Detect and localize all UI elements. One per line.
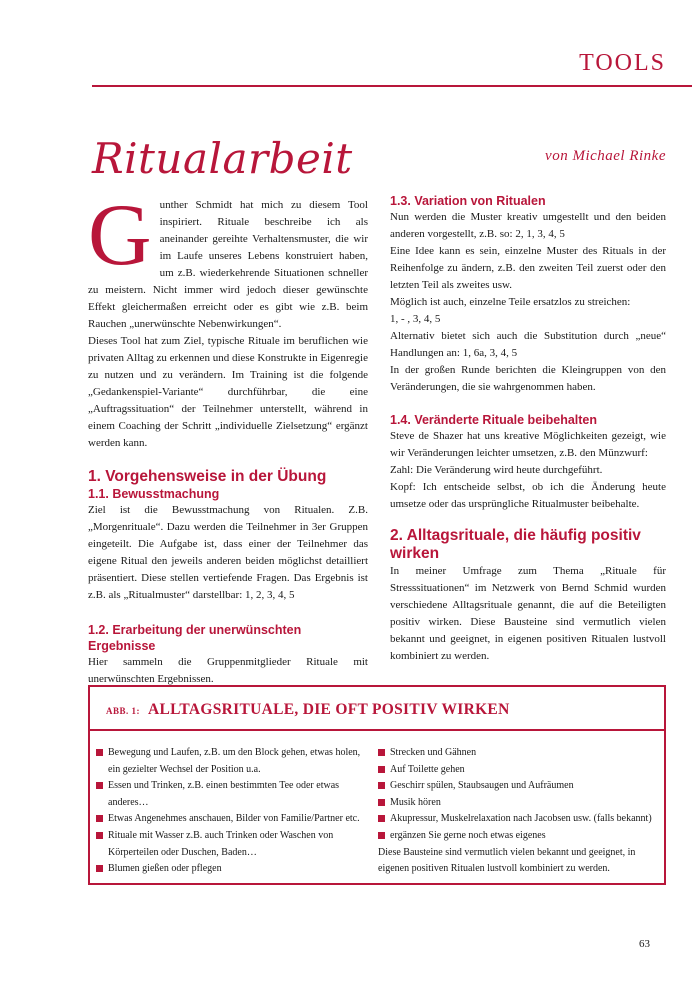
list-item-text: Bewegung und Laufen, z.B. um den Block gehen, etwas holen, ein gezielter Wechsel der Position u.a. (108, 747, 361, 775)
figure-divider (90, 729, 664, 731)
section-1-3-text-1: Nun werden die Muster kreativ umgestellt und den beiden anderen vorgestellt, z.B. so: 2, 1, 3, 4, 5 (390, 211, 666, 240)
header-divider (92, 85, 692, 87)
figure-title: ALLTAGSRITUALE, DIE OFT POSITIV WIRKEN (148, 701, 510, 718)
drop-cap: G (88, 187, 152, 284)
bullet-square-icon (96, 832, 103, 839)
right-column (390, 193, 666, 665)
list-item (378, 778, 656, 795)
list-item-text: Rituale mit Wasser z.B. auch Trinken oder Waschen von Körperteilen oder Duschen, Baden… (108, 829, 334, 858)
section-label: TOOLS (579, 50, 666, 76)
section-1-4-text-1: Steve de Shazer hat uns kreative Möglichkeiten gezeigt, wie wir Veränderungen leichter umsetzen, z.B. den Münzwurf: (390, 430, 666, 459)
figure-left-list (96, 745, 370, 878)
section-1-1-heading: 1.1. Bewusstmachung (88, 487, 220, 501)
list-item (378, 795, 656, 812)
article-title: Ritualarbeit (92, 134, 353, 183)
list-item-text: Akupressur, Muskelrelaxation nach Jacobsen usw. (falls bekannt) (390, 813, 652, 825)
figure-caption (106, 701, 510, 719)
list-item (378, 762, 656, 779)
section-1-3-text-3: Möglich ist auch, einzelne Teile ersatzlos zu streichen: (390, 296, 631, 308)
section-1-2-heading: 1.2. Erarbeitung der unerwünschten Ergebnisse (88, 623, 302, 653)
section-2-text: In meiner Umfrage zum Thema „Rituale für Stresssituationen“ im Netzwerk von Bernd Schmid wurden verschiedene Alltagsrituale genannt, die auf die Beteiligten positiv wirken. Diese Bausteine sind vermutlich vielen bekannt und geeignet, in eigenen positiven Ritualen lustvoll kombiniert zu werden. (390, 565, 666, 662)
list-item (378, 811, 656, 828)
section-1-3-text-4: 1, - , 3, 4, 5 (390, 313, 441, 325)
section-1-3-heading: 1.3. Variation von Ritualen (390, 194, 546, 208)
section-1-3-text-6: In der großen Runde berichten die Kleingruppen von den Veränderungen, die sie wahrgenommen haben. (390, 364, 666, 393)
list-item-text: Etwas Angenehmes anschauen, Bilder von Familie/Partner etc. (108, 813, 360, 825)
figure-right-list (378, 745, 656, 878)
bullet-square-icon (378, 799, 385, 806)
bullet-square-icon (378, 749, 385, 756)
intro-paragraph-2: Dieses Tool hat zum Ziel, typische Rituale im beruflichen wie privaten Alltag zu erkennen und diese Konstrukte in Eigenregie zu nutzen und zu verändern. Im Training ist die folgende „Gedankenspiel-Variante“ durchführbar, die eine „Auftragssituation“ der Teilnehmer unterstellt, während in einem Coaching der Schritt „individuelle Zielsetzung“ ergänzt werden kann. (88, 335, 368, 449)
intro-paragraph (88, 187, 368, 333)
bullet-square-icon (378, 832, 385, 839)
list-item (96, 745, 370, 778)
list-item-text: ergänzen Sie gerne noch etwas eigenes (390, 829, 546, 841)
bullet-square-icon (378, 782, 385, 789)
list-item-text: Blumen gießen oder pflegen (108, 863, 222, 875)
section-1-4-heading: 1.4. Veränderte Rituale beibehalten (390, 413, 598, 427)
bullet-square-icon (96, 815, 103, 822)
section-1-heading: 1. Vorgehensweise in der Übung (88, 468, 327, 485)
list-item-text: Musik hören (390, 796, 441, 808)
list-item (96, 778, 370, 811)
section-1-4-text-2: Zahl: Die Veränderung wird heute durchgeführt. (390, 464, 603, 476)
bullet-square-icon (96, 749, 103, 756)
section-1-2-text: Hier sammeln die Gruppenmitglieder Rituale mit unerwünschten Ergebnissen. (88, 656, 368, 685)
figure-box (88, 685, 666, 885)
section-1-3-text-2: Eine Idee kann es sein, einzelne Muster des Rituals in der Reihenfolge zu ändern, z.B. den zweiten Teil zuerst oder den letzten Teil als zweites usw. (390, 245, 666, 291)
section-1-4-text-3: Kopf: Ich entscheide selbst, ob ich die Änderung heute umsetze oder das ursprüngliche Ritualmuster beibehalte. (390, 481, 666, 510)
section-1-1-text: Ziel ist die Bewusstmachung von Ritualen. Z.B. „Morgenrituale“. Dazu werden die Teilnehmer in 3er Gruppen eingeteilt. Die Aufgabe ist, dass einer der Teilnehmer das eigene Ritual den jeweils anderen beiden möglichst detailliert präsentiert. Diese stellen vertiefende Fragen. Das Ergebnis ist z.B. als „Ritualmuster“ darstellbar: 1, 2, 3, 4, 5 (88, 504, 368, 601)
bullet-square-icon (378, 815, 385, 822)
bullet-square-icon (96, 782, 103, 789)
figure-label: ABB. 1: (106, 706, 141, 716)
intro-text: unther Schmidt hat mich zu diesem Tool inspiriert. Rituale beschreibe ich als aneinander gereihte Verhaltensmuster, die wir im Laufe unseres Lebens konstruiert haben, um z.B. wiederkehrende Situationen schneller zu meistern. Nicht immer wird jedoch dieser gewünschte Effekt gleichermaßen erreicht oder es gibt wie z.B. beim Rauchen „unerwünschte Nebenwirkungen“. (88, 199, 368, 330)
list-item (378, 828, 656, 845)
list-item (96, 811, 370, 828)
list-item (96, 861, 370, 878)
figure-note: Diese Bausteine sind vermutlich vielen bekannt und geeignet, in eigenen positiven Ritualen lustvoll kombiniert zu werden. (378, 846, 636, 875)
list-item (378, 745, 656, 762)
list-item-text: Essen und Trinken, z.B. einen bestimmten Tee oder etwas anderes… (108, 780, 340, 808)
list-item-text: Strecken und Gähnen (390, 747, 477, 758)
bullet-square-icon (96, 865, 103, 872)
list-item (96, 828, 370, 861)
page-number: 63 (639, 938, 650, 950)
section-1-3-text-5: Alternativ bietet sich auch die Substitution durch „neue“ Handlungen an: 1, 6a, 3, 4, 5 (390, 330, 666, 359)
bullet-square-icon (378, 766, 385, 773)
list-item-text: Geschirr spülen, Staubsaugen und Aufräumen (390, 780, 574, 792)
list-item-text: Auf Toilette gehen (390, 763, 465, 775)
section-2-heading: 2. Alltagsrituale, die häufig positiv wirken (390, 527, 641, 562)
left-column (88, 187, 368, 688)
article-author: von Michael Rinke (545, 148, 666, 164)
